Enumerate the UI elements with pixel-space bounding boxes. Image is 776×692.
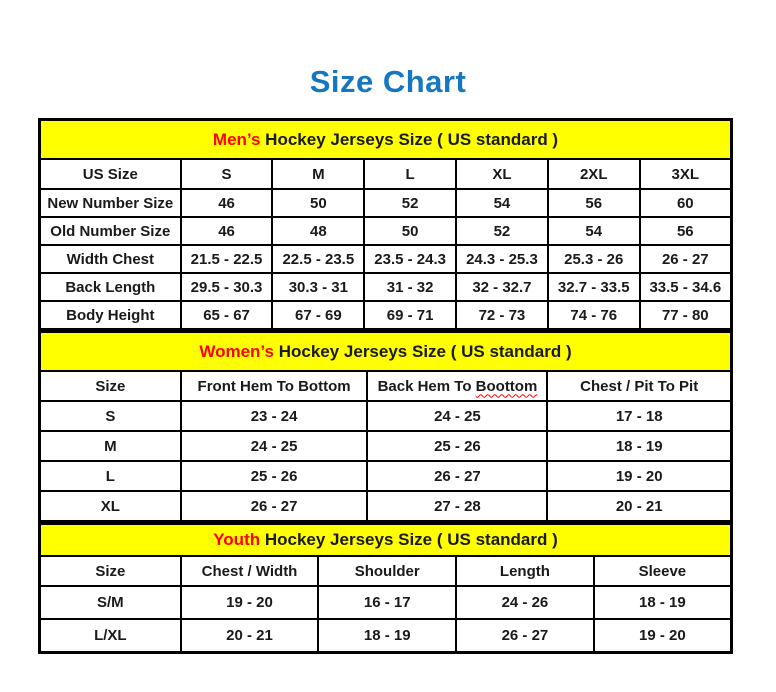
column-header: S <box>181 159 273 189</box>
row-label: S/M <box>40 586 181 619</box>
size-value-cell: 26 - 27 <box>181 491 368 522</box>
size-value-cell: 19 - 20 <box>181 586 319 619</box>
size-value-cell: 50 <box>272 189 364 217</box>
size-value-cell: 23 - 24 <box>181 401 368 431</box>
table-row <box>40 461 732 491</box>
table-row <box>40 401 732 431</box>
size-value-cell: 18 - 19 <box>594 586 732 619</box>
youth-section-band <box>40 524 732 556</box>
youth-header-row <box>40 556 732 586</box>
table-row <box>40 619 732 653</box>
size-value-cell: 26 - 27 <box>367 461 547 491</box>
size-value-cell: 24 - 25 <box>367 401 547 431</box>
size-value-cell: 25.3 - 26 <box>548 245 640 273</box>
size-value-cell: 31 - 32 <box>364 273 456 301</box>
row-label: S <box>40 401 181 431</box>
row-label: Old Number Size <box>40 217 181 245</box>
men-section-band <box>40 120 732 160</box>
size-value-cell: 20 - 21 <box>547 491 731 522</box>
women-header-row <box>40 371 732 401</box>
size-value-cell: 19 - 20 <box>594 619 732 653</box>
column-header: US Size <box>40 159 181 189</box>
size-value-cell: 52 <box>364 189 456 217</box>
women-table-title <box>40 332 732 371</box>
size-value-cell: 25 - 26 <box>181 461 368 491</box>
size-value-cell: 46 <box>181 189 273 217</box>
column-header: Chest / Width <box>181 556 319 586</box>
table-row <box>40 431 732 461</box>
women-size-table <box>38 331 733 523</box>
size-value-cell: 17 - 18 <box>547 401 731 431</box>
size-value-cell: 74 - 76 <box>548 301 640 330</box>
size-value-cell: 22.5 - 23.5 <box>272 245 364 273</box>
row-label: Back Length <box>40 273 181 301</box>
size-value-cell: 60 <box>640 189 732 217</box>
youth-table-title-highlight: Youth <box>213 530 261 549</box>
row-label: Width Chest <box>40 245 181 273</box>
row-label: XL <box>40 491 181 522</box>
youth-size-table <box>38 523 733 654</box>
size-value-cell: 54 <box>456 189 548 217</box>
men-size-table <box>38 118 733 331</box>
row-label: Body Height <box>40 301 181 330</box>
column-header: M <box>272 159 364 189</box>
table-row <box>40 217 732 245</box>
size-value-cell: 56 <box>548 189 640 217</box>
youth-table-title-rest: Hockey Jerseys Size ( US standard ) <box>260 530 558 549</box>
size-value-cell: 20 - 21 <box>181 619 319 653</box>
size-value-cell: 30.3 - 31 <box>272 273 364 301</box>
size-value-cell: 48 <box>272 217 364 245</box>
column-header: 2XL <box>548 159 640 189</box>
size-value-cell: 23.5 - 24.3 <box>364 245 456 273</box>
size-value-cell: 26 - 27 <box>456 619 594 653</box>
column-header: Chest / Pit To Pit <box>547 371 731 401</box>
size-value-cell: 24 - 25 <box>181 431 368 461</box>
row-label: L <box>40 461 181 491</box>
men-table-title <box>40 120 732 160</box>
table-row <box>40 301 732 330</box>
column-header: Length <box>456 556 594 586</box>
women-section-band <box>40 332 732 371</box>
size-value-cell: 50 <box>364 217 456 245</box>
size-value-cell: 21.5 - 22.5 <box>181 245 273 273</box>
size-value-cell: 27 - 28 <box>367 491 547 522</box>
size-value-cell: 29.5 - 30.3 <box>181 273 273 301</box>
women-table-title-highlight: Women’s <box>199 341 274 361</box>
size-value-cell: 46 <box>181 217 273 245</box>
men-table-title-rest: Hockey Jerseys Size ( US standard ) <box>260 129 559 149</box>
column-header: Shoulder <box>318 556 456 586</box>
table-row <box>40 245 732 273</box>
size-value-cell: 69 - 71 <box>364 301 456 330</box>
size-value-cell: 25 - 26 <box>367 431 547 461</box>
column-header: Back Hem To Boottom <box>367 371 547 401</box>
column-header: XL <box>456 159 548 189</box>
size-value-cell: 24.3 - 25.3 <box>456 245 548 273</box>
row-label: L/XL <box>40 619 181 653</box>
size-value-cell: 72 - 73 <box>456 301 548 330</box>
table-row <box>40 273 732 301</box>
women-table-title-rest: Hockey Jerseys Size ( US standard ) <box>273 341 572 361</box>
page-title: Size Chart <box>309 64 467 99</box>
size-chart-tables <box>38 118 733 654</box>
size-value-cell: 56 <box>640 217 732 245</box>
table-row <box>40 586 732 619</box>
misspelled-word: Boottom <box>475 377 538 395</box>
size-value-cell: 19 - 20 <box>547 461 731 491</box>
column-header: L <box>364 159 456 189</box>
size-value-cell: 32.7 - 33.5 <box>548 273 640 301</box>
men-table-title-highlight: Men’s <box>212 129 261 149</box>
row-label: New Number Size <box>40 189 181 217</box>
size-value-cell: 18 - 19 <box>547 431 731 461</box>
column-header: Size <box>40 556 181 586</box>
size-value-cell: 33.5 - 34.6 <box>640 273 732 301</box>
size-value-cell: 54 <box>548 217 640 245</box>
youth-table-title <box>40 524 732 556</box>
table-row <box>40 189 732 217</box>
size-value-cell: 67 - 69 <box>272 301 364 330</box>
row-label: M <box>40 431 181 461</box>
column-header: Size <box>40 371 181 401</box>
column-header: Front Hem To Bottom <box>181 371 368 401</box>
size-value-cell: 26 - 27 <box>640 245 732 273</box>
column-header: 3XL <box>640 159 732 189</box>
men-header-row <box>40 159 732 189</box>
size-value-cell: 65 - 67 <box>181 301 273 330</box>
size-value-cell: 32 - 32.7 <box>456 273 548 301</box>
column-header: Sleeve <box>594 556 732 586</box>
size-value-cell: 77 - 80 <box>640 301 732 330</box>
size-value-cell: 16 - 17 <box>318 586 456 619</box>
size-value-cell: 18 - 19 <box>318 619 456 653</box>
size-value-cell: 24 - 26 <box>456 586 594 619</box>
table-row <box>40 491 732 522</box>
size-value-cell: 52 <box>456 217 548 245</box>
